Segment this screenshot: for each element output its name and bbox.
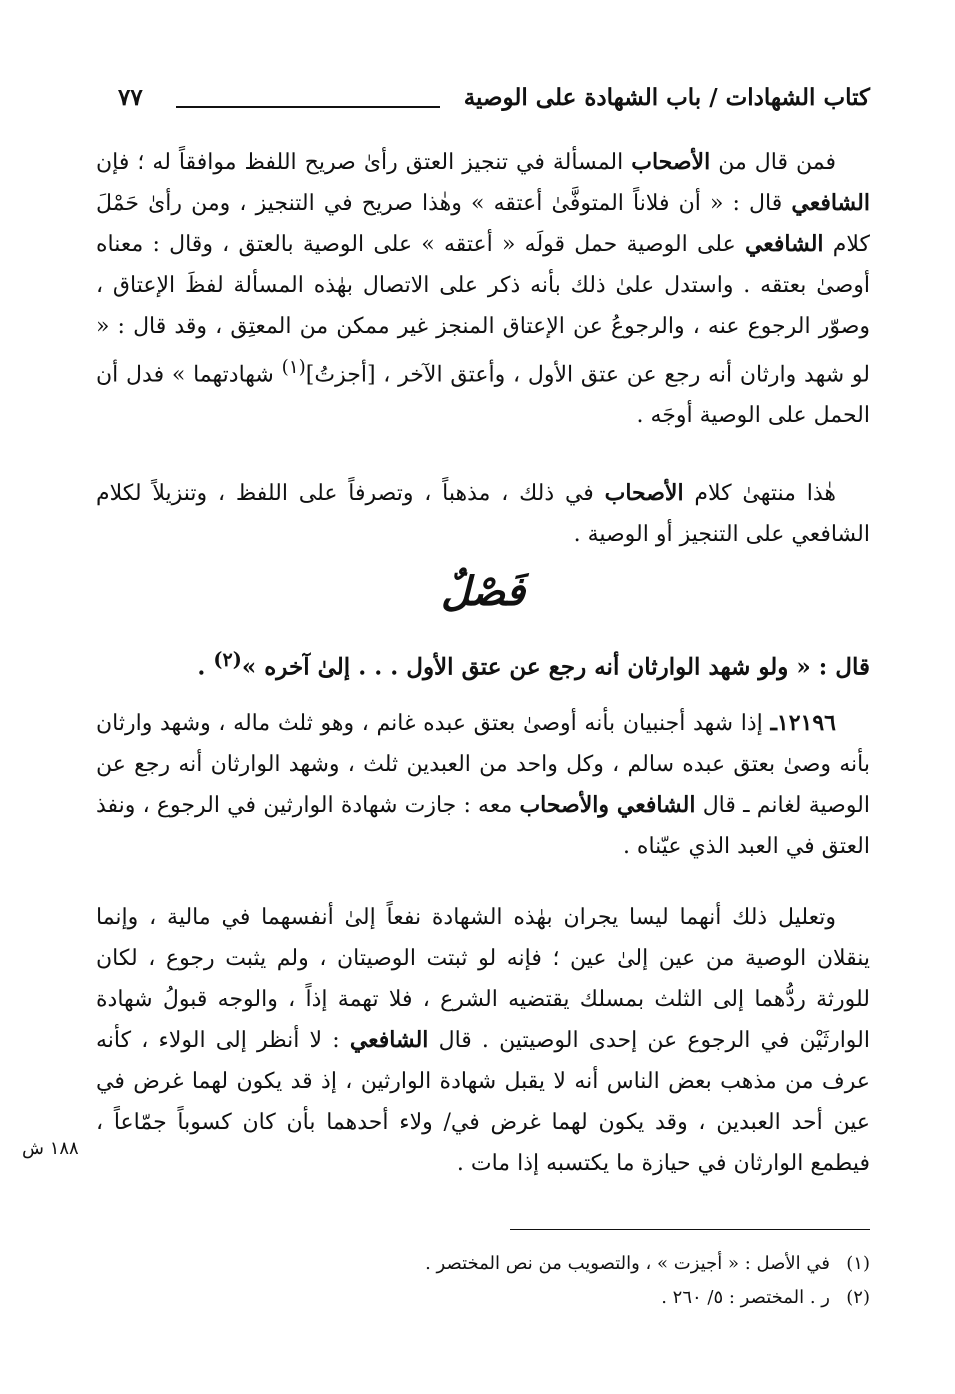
bold-term: الأصحاب: [604, 480, 684, 506]
header-rule: [176, 106, 440, 108]
paragraph-2: [96, 473, 870, 555]
text-run: فمن قال من: [710, 150, 837, 175]
footnote-ref[interactable]: (١): [281, 357, 306, 378]
quoted-heading: [96, 640, 870, 688]
bold-term: الشافعي: [791, 190, 870, 216]
issue-number: ١٢١٩٦ـ: [770, 710, 836, 736]
footnote-text: ر . المختصر : ٥/ ٢٦٠ .: [661, 1287, 830, 1308]
footnotes: [96, 1247, 870, 1315]
footnote-divider: [510, 1229, 870, 1230]
text-run: شهادتهما » فدل أن الحمل على الوصية أوجَه .: [96, 362, 870, 429]
manuscript-folio-note: ١٨٨ ش: [22, 1138, 79, 1159]
text-run: هٰذا منتهىٰ كلام: [683, 481, 836, 506]
paragraph-3: [96, 703, 870, 867]
bold-term: الشافعي: [349, 1027, 429, 1053]
running-header: [118, 82, 870, 122]
text-run: على الوصية حمل قولَه « أعتقه » على الوصية بالعتق ، وقال : معناه أوصىٰ بعتقه . واستدل علىٰ ذلك بأنه ذكر على الاتصال بهٰذه المسألة لفظَ الإعتاق ، وصوّر الرجوع عنه ، والرجوعُ عن الإعتاق المنجز غير ممكن من المعتِق ، وقد قال : « لو شهد وارثان أنه رجع عن عتق الأول ، وأعتق الآخر ، [أجزتُ]: [96, 232, 870, 388]
footnote-number: (١): [846, 1253, 870, 1274]
bold-term: الأصحاب: [631, 149, 711, 175]
page-number: ٧٧: [118, 84, 143, 111]
footnote-1: [96, 1247, 870, 1281]
footnote-ref[interactable]: (٢): [213, 648, 242, 671]
footnote-2: [96, 1281, 870, 1315]
paragraph-1: [96, 142, 870, 436]
footnote-text: في الأصل : « أجيزت » ، والتصويب من نص المختصر .: [425, 1253, 830, 1274]
bold-term: الشافعي والأصحاب: [519, 792, 696, 818]
text-run: وتعليل ذلك أنهما ليسا يجران بهٰذه الشهادة نفعاً إلىٰ أنفسهما في مالية ، وإنما ينقلان الوصية من عين إلىٰ عين ؛ فإنه لو ثبتت الوصيتان ، ولم يثبت رجوع ، لكان للورثة ردُّهما إلى الثلث بمسلك يقتضيه الشرع ، فلا تهمة إذاً ، والوجه قبولُ شهادة الوارثَيْن في الرجوع عن إحدى الوصيتين . قال: [96, 905, 870, 1053]
text-run: المسألة في تنجيز العتق رأىٰ صريح اللفظ موافقاً له ؛ فإن: [96, 150, 632, 175]
text-run: قال : « أن فلاناً المتوفَّىٰ أعتقه » وهٰذا صريح في التنجيز ، ومن رأىٰ حَمْلَ كلام: [96, 191, 871, 257]
text-run: إذا شهد أجنبيان بأنه أوصىٰ بعتق عبده غانم ، وهو ثلث ماله ، وشهد وارثان بأنه وصىٰ بعتق عبده سالم ، وكل واحد من العبدين ثلث ، وشهد الوارثان أنه رجع عن الوصية لغانم ـ قال: [96, 711, 871, 818]
heading-text: .: [197, 653, 214, 681]
text-run: معه : جازت شهادة الوارثين في الرجوع ، ونفذ العتق في العبد الذي عيّناه .: [96, 793, 870, 859]
text-run: في ذلك ، مذهباً ، وتصرفاً على اللفظ ، وتنزيلاً لكلام الشافعي على التنجيز أو الوصية .: [96, 481, 870, 547]
bold-term: الشافعي: [744, 231, 824, 257]
header-title: كتاب الشهادات / باب الشهادة على الوصية: [463, 84, 870, 111]
heading-text: قال : « ولو شهد الوارثان أنه رجع عن عتق الأول . . . إلىٰ آخره »: [241, 653, 870, 681]
paragraph-4: [96, 897, 870, 1184]
fasl-calligraphy: فَصْلٌ: [440, 568, 526, 615]
footnote-number: (٢): [846, 1287, 870, 1308]
section-heading: [96, 566, 870, 618]
text-run: : لا أنظر إلى الولاء ، كأنه عرف من مذهب بعض الناس أنه لا يقبل شهادة الوارثين ، إذ قد يكون لهما غرض في عين أحد العبدين ، وقد يكون لهما غرض في/ ولاء أحدهما بأن كان كسوباً جمّاعاً ، فيطمع الوارثان في حيازة ما يكتسبه إذا مات .: [96, 1028, 870, 1176]
